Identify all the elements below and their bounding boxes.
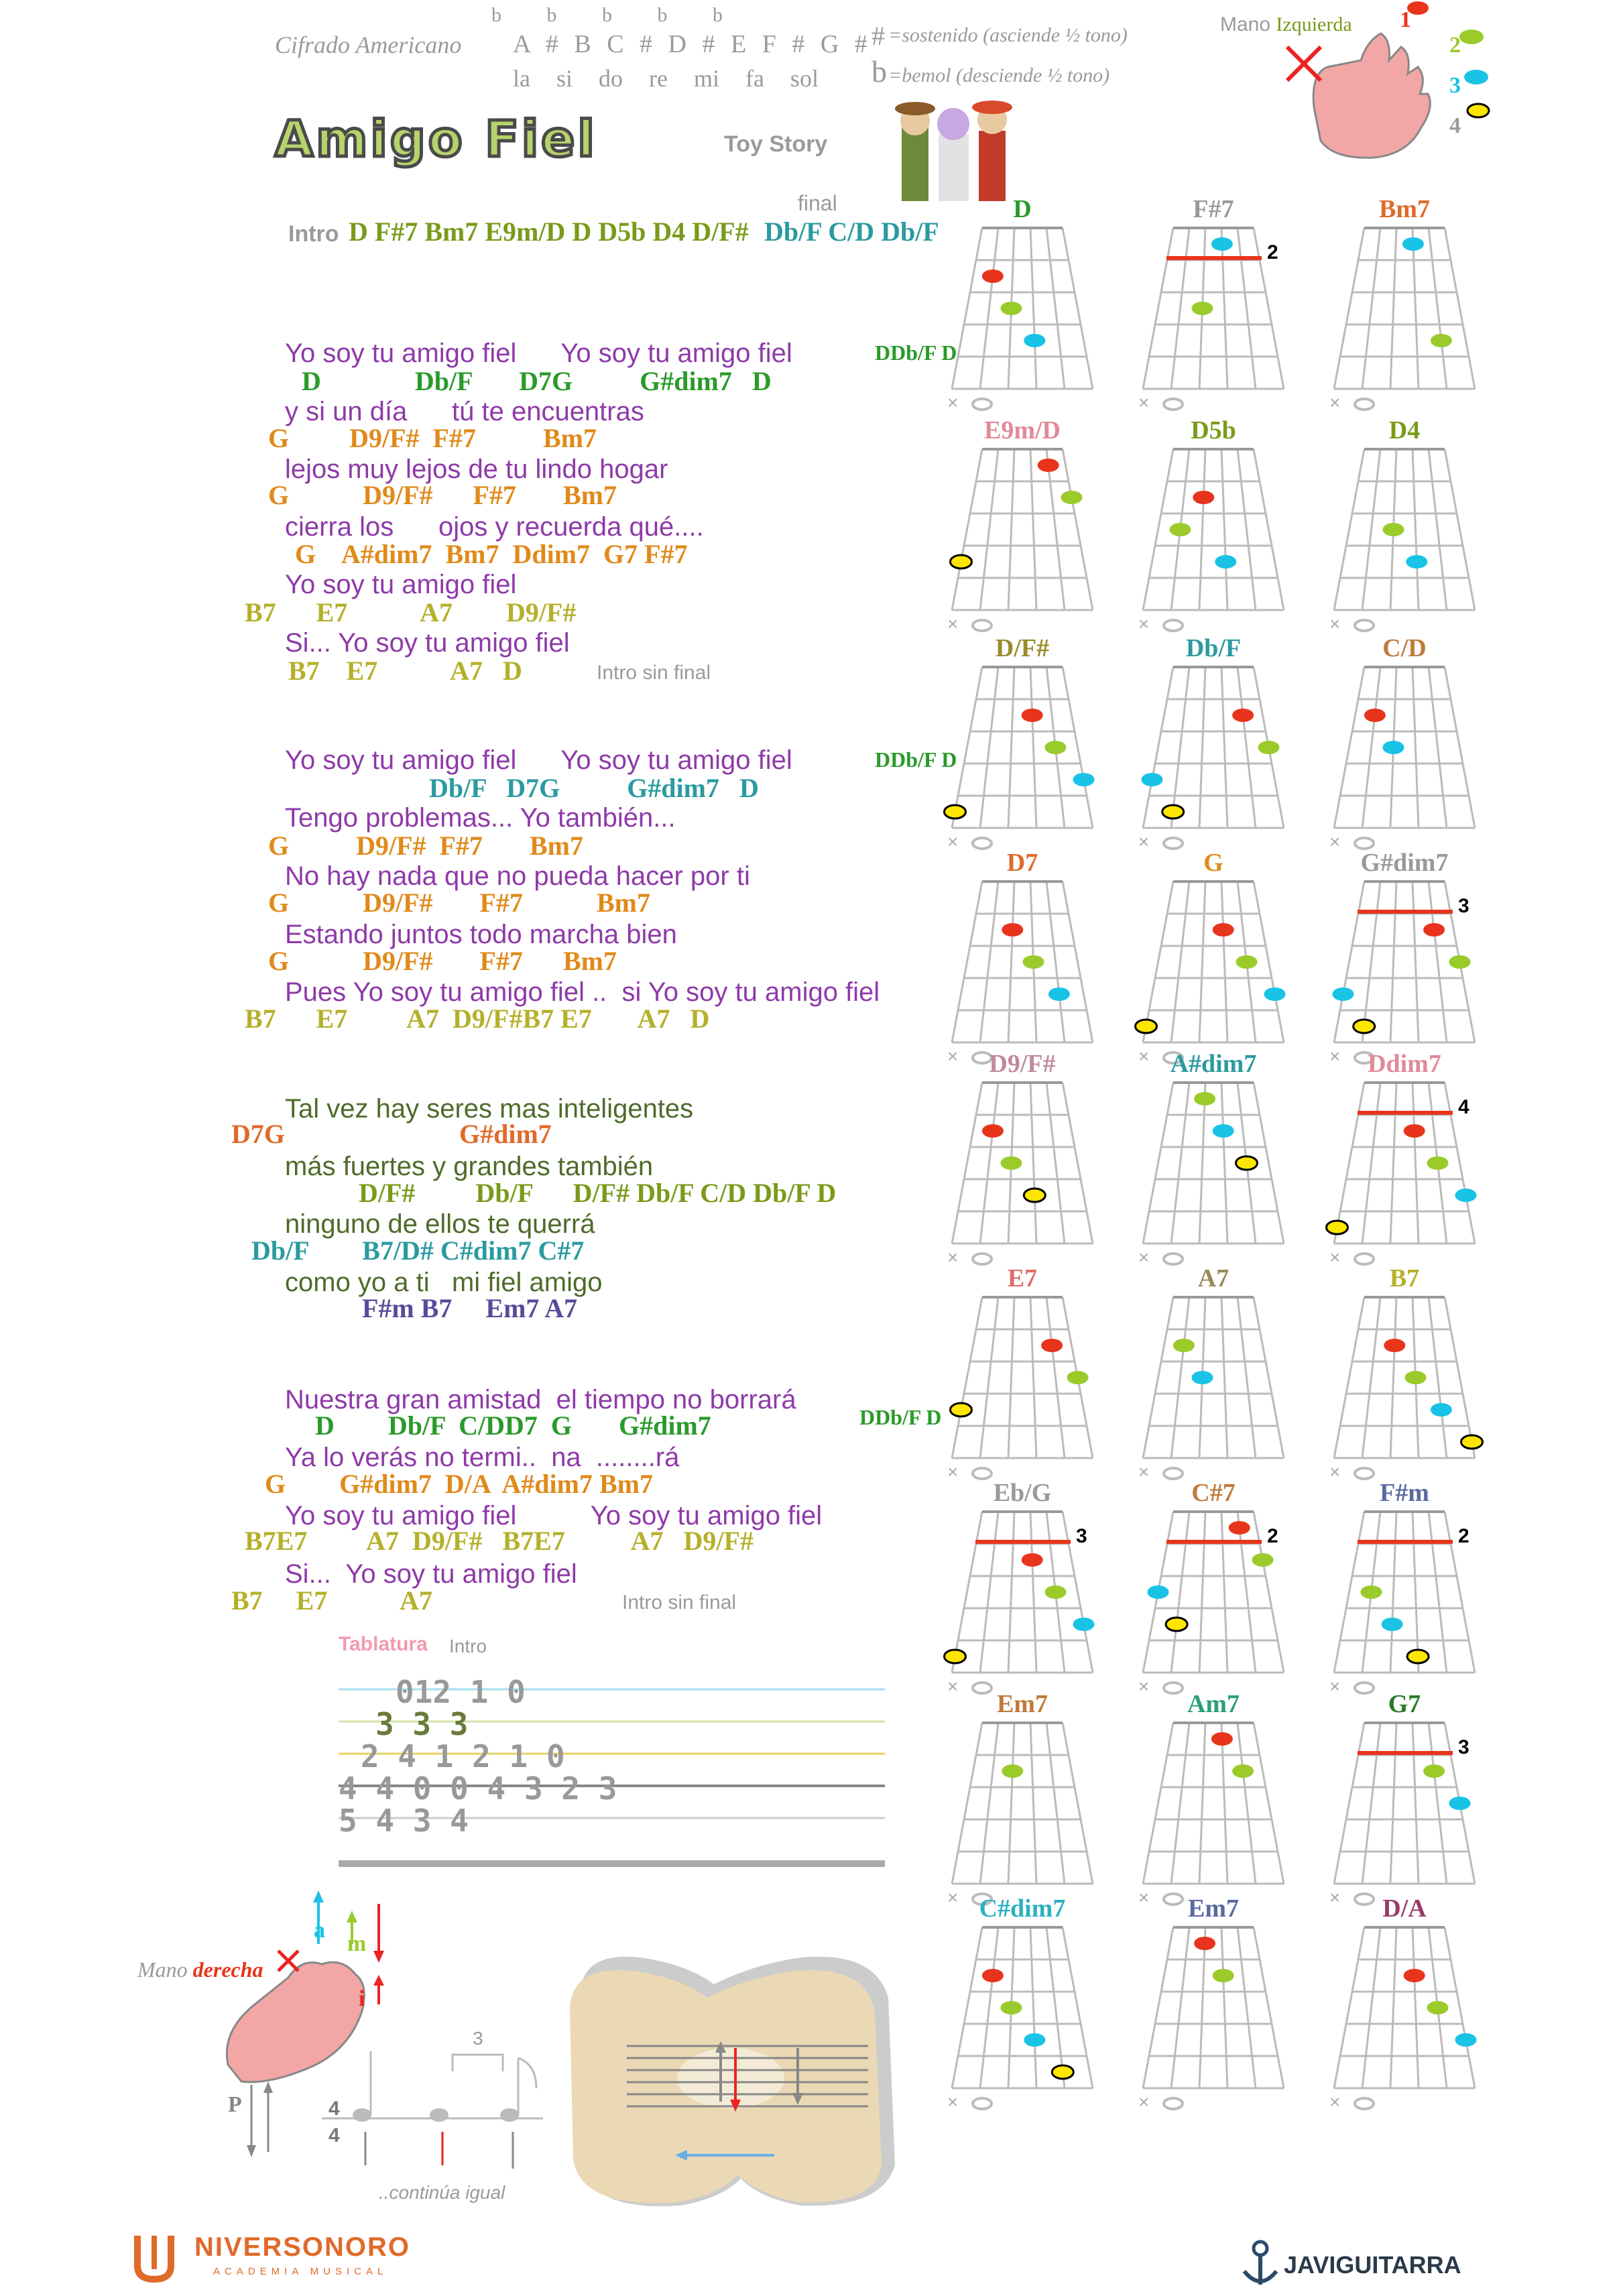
fretboard <box>935 1294 1109 1488</box>
rhythm-notation <box>322 2004 550 2172</box>
fretboard <box>1126 1079 1301 1274</box>
fretboard <box>935 446 1109 640</box>
chord-line: D/F# Db/F D/F# Db/F C/D Db/F D <box>359 1178 837 1208</box>
left-hand-label: Mano Izquierda <box>1220 13 1352 36</box>
svg-text:×: × <box>947 1247 959 1268</box>
svg-text:×: × <box>1138 2092 1150 2112</box>
section-note: Intro sin final <box>622 1591 737 1614</box>
time-signature: 4 <box>328 2124 340 2147</box>
chord-line: B7E7 A7 D9/F# B7E7 A7 D9/F# <box>245 1526 754 1556</box>
finger-number: 2 <box>1449 33 1461 58</box>
fretboard <box>1126 1924 1301 2118</box>
tab-row: 4 4 0 0 4 3 2 3 <box>339 1770 617 1807</box>
chord-diagram-name: D5b <box>1191 416 1236 444</box>
fret-number: 2 <box>1267 241 1278 263</box>
chord-line: B7 E7 A7 D <box>288 656 522 686</box>
lyric-line: Tengo problemas... Yo también... <box>285 803 676 833</box>
svg-text:×: × <box>947 613 959 634</box>
svg-text:×: × <box>947 392 959 413</box>
chord-diagram-name: Eb/G <box>993 1479 1052 1507</box>
chord-line: B7 E7 A7 D9/F#B7 E7 A7 D <box>245 1004 710 1034</box>
chord-diagram-name: Ddim7 <box>1368 1050 1441 1078</box>
lyric-line: ninguno de ellos te querrá <box>285 1209 595 1239</box>
chord-line: Db/F D7G G#dim7 D <box>429 773 759 803</box>
svg-text:×: × <box>1138 1247 1150 1268</box>
note-names: la si do re mi fa sol <box>513 65 819 92</box>
svg-text:×: × <box>1329 1461 1341 1482</box>
chord-diagram-name: G#dim7 <box>1360 849 1449 877</box>
chord-diagram-name: C#7 <box>1191 1479 1236 1507</box>
brand-right: JAVIGUITARRA <box>1284 2251 1461 2279</box>
tab-row: 012 1 0 <box>396 1674 526 1710</box>
chord-diagram-name: C#dim7 <box>979 1894 1066 1923</box>
chord-line: Db/F B7/D# C#dim7 C#7 <box>251 1235 585 1266</box>
lyric-line: Si... Yo soy tu amigo fiel <box>285 628 570 658</box>
left-hand-icon <box>1274 0 1502 174</box>
brand-left-sub: ACADEMIA MUSICAL <box>213 2266 388 2277</box>
fretboard <box>1126 664 1301 858</box>
lyric-line: Yo soy tu amigo fiel <box>285 570 517 599</box>
chord-diagram-name: C/D <box>1382 634 1427 662</box>
chord-line: G D9/F# F#7 Bm7 <box>268 888 650 918</box>
finger-letter: a <box>314 1918 325 1943</box>
chord-diagram-name: G7 <box>1388 1690 1421 1718</box>
triplet-mark: 3 <box>473 2028 483 2049</box>
chord-diagram-name: E7 <box>1007 1264 1038 1292</box>
fret-number: 2 <box>1458 1525 1469 1547</box>
svg-text:×: × <box>947 2092 959 2112</box>
svg-text:×: × <box>1329 1046 1341 1067</box>
chord-line: G D9/F# F#7 Bm7 <box>268 831 583 861</box>
tablature-sub: Intro <box>449 1636 487 1656</box>
lyric-line: Si... Yo soy tu amigo fiel <box>285 1559 577 1589</box>
svg-text:×: × <box>1138 1887 1150 1908</box>
lyric-line: Ya lo verás no termi.. na ........rá <box>285 1443 680 1472</box>
song-title: Amigo Fiel <box>275 111 597 168</box>
fretboard <box>1126 446 1301 640</box>
svg-text:×: × <box>947 1461 959 1482</box>
chord-line: G D9/F# F#7 Bm7 <box>268 946 617 976</box>
svg-text:×: × <box>1138 392 1150 413</box>
svg-text:×: × <box>947 1887 959 1908</box>
thumb-arrows-icon <box>228 2078 288 2159</box>
chord-diagram-name: Em7 <box>1188 1894 1239 1923</box>
tab-row: 2 4 1 2 1 0 <box>361 1738 565 1774</box>
chord-diagram-name: Am7 <box>1187 1690 1240 1718</box>
svg-text:×: × <box>1329 2092 1341 2112</box>
flat-marks: b b b b b <box>491 4 723 26</box>
sharp-symbol: # <box>871 21 885 51</box>
svg-text:×: × <box>1138 1461 1150 1482</box>
chord-diagram-name: D7 <box>1006 849 1038 877</box>
finger-letter: i <box>359 1986 365 2011</box>
chord-line: D Db/F C/DD7 G G#dim7 <box>315 1410 711 1441</box>
brand-left: NIVERSONORO <box>194 2232 411 2262</box>
intro-label: Intro <box>288 221 339 247</box>
chord-diagram-name: D4 <box>1388 416 1421 444</box>
lyric-line: y si un día tú te encuentras <box>285 397 644 426</box>
niversonoro-logo-icon <box>131 2232 191 2283</box>
fretboard <box>935 1719 1109 1914</box>
lyric-line: Pues Yo soy tu amigo fiel .. si Yo soy tu amigo fiel <box>285 977 880 1007</box>
svg-text:×: × <box>1138 613 1150 634</box>
fretboard <box>1317 446 1492 640</box>
finger-number: 1 <box>1400 7 1411 32</box>
chord-tail: DDb/F D <box>875 341 957 365</box>
lyric-line: Yo soy tu amigo fiel Yo soy tu amigo fiel <box>285 339 792 368</box>
chord-diagram-name: Db/F <box>1185 634 1242 662</box>
svg-text:×: × <box>947 1676 959 1697</box>
chord-line: G G#dim7 D/A A#dim7 Bm7 <box>265 1469 653 1499</box>
chord-diagram-name: G <box>1203 849 1223 877</box>
svg-text:×: × <box>1329 392 1341 413</box>
svg-text:×: × <box>1138 1676 1150 1697</box>
fretboard <box>1126 1719 1301 1914</box>
finger-number: 4 <box>1449 113 1461 138</box>
fretboard <box>935 1924 1109 2118</box>
svg-text:×: × <box>947 831 959 852</box>
chord-line: G A#dim7 Bm7 Ddim7 G7 F#7 <box>295 539 688 569</box>
notation-system-label: Cifrado Americano <box>275 32 462 58</box>
lyric-line: lejos muy lejos de tu lindo hogar <box>285 455 668 484</box>
intro-chords: D F#7 Bm7 E9m/D D D5b D4 D/F# <box>349 217 749 247</box>
chord-diagram-name: D/A <box>1382 1894 1427 1923</box>
chord-diagram-name: Em7 <box>997 1690 1048 1718</box>
tab-row: 5 4 3 4 <box>339 1803 469 1839</box>
svg-text:×: × <box>1138 831 1150 852</box>
chord-line: B7 E7 A7 D9/F# <box>245 597 577 627</box>
chord-diagram-name: B7 <box>1389 1264 1420 1292</box>
svg-text:×: × <box>1138 1046 1150 1067</box>
svg-text:×: × <box>947 1046 959 1067</box>
svg-text:×: × <box>1329 613 1341 634</box>
sharp-definition: =sostenido (asciende ½ tono) <box>888 24 1128 46</box>
section-note: Intro sin final <box>597 662 711 684</box>
fretboard <box>935 878 1109 1073</box>
finger-letter: m <box>347 1931 367 1956</box>
right-hand-label: Mano derecha <box>137 1957 263 1982</box>
lyric-line: Tal vez hay seres mas inteligentes <box>285 1094 694 1124</box>
fretboard <box>935 1079 1109 1274</box>
lyric-line: Estando juntos todo marcha bien <box>285 920 677 949</box>
javiguitarra-logo-icon <box>1240 2239 1280 2289</box>
finger-number: 3 <box>1449 73 1461 98</box>
fretboard <box>1317 1924 1492 2118</box>
chord-line: D7G G#dim7 <box>231 1119 552 1149</box>
flat-definition: =bemol (desciende ½ tono) <box>888 64 1110 86</box>
chord-tail: DDb/F D <box>875 747 957 772</box>
fret-number: 3 <box>1458 1736 1469 1758</box>
chord-line: G D9/F# F#7 Bm7 <box>268 480 617 510</box>
tablature-label: Tablatura <box>339 1633 428 1655</box>
chord-tail: DDb/F D <box>859 1405 942 1429</box>
lyric-line: cierra los ojos y recuerda qué.... <box>285 512 704 542</box>
lyric-line: No hay nada que no pueda hacer por ti <box>285 861 750 891</box>
song-subtitle: Toy Story <box>724 131 828 157</box>
flat-symbol: b <box>871 54 887 88</box>
lyric-line: Yo soy tu amigo fiel Yo soy tu amigo fiel <box>285 1501 823 1530</box>
chord-diagram-name: A#dim7 <box>1170 1050 1257 1078</box>
lyric-line: más fuertes y grandes también <box>285 1152 654 1181</box>
intro-final-chords: Db/F C/D Db/F <box>764 217 939 247</box>
toy-story-characters-icon <box>888 94 1022 211</box>
fret-number: 2 <box>1267 1525 1278 1547</box>
fretboard <box>1126 878 1301 1073</box>
fretboard <box>1126 1294 1301 1488</box>
tab-row: 3 3 3 <box>375 1706 469 1742</box>
svg-text:×: × <box>1329 1676 1341 1697</box>
guitar-body-icon <box>560 1944 935 2212</box>
chord-diagram-name: D9/F# <box>989 1050 1056 1078</box>
lyric-line: Nuestra gran amistad el tiempo no borrará <box>285 1385 796 1414</box>
chord-diagram-name: A7 <box>1197 1264 1229 1292</box>
lyric-line: Yo soy tu amigo fiel Yo soy tu amigo fiel <box>285 745 792 775</box>
time-signature: 4 <box>328 2098 340 2120</box>
fretboard <box>935 225 1109 419</box>
fret-number: 3 <box>1458 895 1469 917</box>
chord-line: B7 E7 A7 <box>231 1585 433 1616</box>
chord-line: D Db/F D7G G#dim7 D <box>302 366 772 396</box>
fretboard <box>935 664 1109 858</box>
fretboard <box>1317 225 1492 419</box>
finger-letter: P <box>228 2092 242 2112</box>
fretboard <box>1317 1294 1492 1488</box>
fret-number: 4 <box>1458 1096 1469 1118</box>
chord-diagram-name: F#7 <box>1193 195 1234 223</box>
note-letters: A # B C # D # E F # G # <box>513 30 867 58</box>
svg-text:×: × <box>1329 1887 1341 1908</box>
svg-text:×: × <box>1329 831 1341 852</box>
chord-diagram-name: D/F# <box>995 634 1050 662</box>
svg-text:×: × <box>1329 1247 1341 1268</box>
lyric-line: como yo a ti mi fiel amigo <box>285 1268 603 1297</box>
chord-diagram-name: Bm7 <box>1379 195 1430 223</box>
chord-line: G D9/F# F#7 Bm7 <box>268 423 597 453</box>
chord-diagram-name: F#m <box>1380 1479 1429 1507</box>
chord-line: F#m B7 Em7 A7 <box>362 1293 578 1323</box>
chord-diagram-name: E9m/D <box>984 416 1061 444</box>
final-label: final <box>798 191 837 215</box>
continue-text: ..continúa igual <box>379 2182 505 2203</box>
fret-number: 3 <box>1076 1525 1087 1547</box>
chord-diagram-name: D <box>1013 195 1032 223</box>
fretboard <box>1317 664 1492 858</box>
